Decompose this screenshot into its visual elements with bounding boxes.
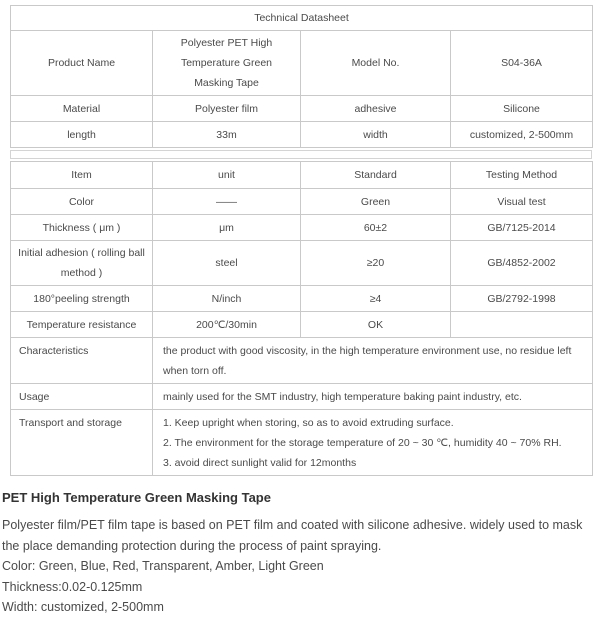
peeling-strength-label: 180°peeling strength [11, 286, 153, 312]
col-header-standard: Standard [301, 162, 451, 189]
adhesive-value: Silicone [451, 96, 593, 122]
transport-line-2: 2. The environment for the storage temperature of 20 ~ 30 ℃, humidity 40 ~ 70% RH. [163, 437, 562, 449]
product-name-row [11, 31, 593, 96]
model-no-label: Model No. [301, 31, 451, 96]
thickness-label: Thickness ( μm ) [11, 215, 153, 241]
col-header-item: Item [11, 162, 153, 189]
color-testing-method: Visual test [451, 189, 593, 215]
temperature-resistance-standard: OK [301, 312, 451, 338]
width-label: width [301, 122, 451, 148]
spec-table [10, 161, 593, 476]
color-unit: —— [153, 189, 301, 215]
temperature-resistance-row [11, 312, 593, 338]
transport-storage-label: Transport and storage [11, 410, 153, 476]
peeling-strength-unit: N/inch [153, 286, 301, 312]
adhesive-label: adhesive [301, 96, 451, 122]
thickness-standard: 60±2 [301, 215, 451, 241]
length-row [11, 122, 593, 148]
product-description-heading: PET High Temperature Green Masking Tape [2, 490, 271, 505]
datasheet-title: Technical Datasheet [11, 6, 593, 31]
transport-storage-row [11, 410, 593, 476]
thickness-row [11, 215, 593, 241]
title-row [11, 6, 593, 31]
material-value: Polyester film [153, 96, 301, 122]
color-label: Color [11, 189, 153, 215]
color-row [11, 189, 593, 215]
thickness-testing-method: GB/7125-2014 [451, 215, 593, 241]
usage-row [11, 384, 593, 410]
peeling-strength-testing-method: GB/2792-1998 [451, 286, 593, 312]
width-value: customized, 2-500mm [451, 122, 593, 148]
usage-label: Usage [11, 384, 153, 410]
initial-adhesion-label: Initial adhesion ( rolling ball method ) [11, 241, 153, 286]
transport-storage-text [153, 410, 593, 476]
product-name-text: Polyester PET High Temperature Green Masking Tape [180, 37, 273, 89]
characteristics-text: the product with good viscosity, in the high temperature environment use, no residue left when torn off. [153, 338, 593, 384]
color-options-line: Color: Green, Blue, Red, Transparent, Amber, Light Green [2, 559, 324, 573]
length-label: length [11, 122, 153, 148]
peeling-strength-standard: ≥4 [301, 286, 451, 312]
characteristics-row [11, 338, 593, 384]
product-name-label: Product Name [11, 31, 153, 96]
temperature-resistance-unit: 200℃/30min [153, 312, 301, 338]
initial-adhesion-unit: steel [153, 241, 301, 286]
temperature-resistance-testing-method [451, 312, 593, 338]
transport-line-3: 3. avoid direct sunlight valid for 12months [163, 457, 357, 469]
product-description-text: Polyester film/PET film tape is based on PET film and coated with silicone adhesive. widely used to mask the place demanding protection during the process of paint spraying. [2, 518, 583, 553]
color-standard: Green [301, 189, 451, 215]
col-header-testing-method: Testing Method [451, 162, 593, 189]
usage-text: mainly used for the SMT industry, high temperature baking paint industry, etc. [153, 384, 593, 410]
info-table [10, 5, 593, 148]
initial-adhesion-standard: ≥20 [301, 241, 451, 286]
product-name-value [153, 31, 301, 96]
peeling-strength-row [11, 286, 593, 312]
initial-adhesion-testing-method: GB/4852-2002 [451, 241, 593, 286]
material-label: Material [11, 96, 153, 122]
spec-header-row [11, 162, 593, 189]
product-description [2, 489, 596, 618]
initial-adhesion-row [11, 241, 593, 286]
col-header-unit: unit [153, 162, 301, 189]
thickness-unit: μm [153, 215, 301, 241]
characteristics-label: Characteristics [11, 338, 153, 384]
material-row [11, 96, 593, 122]
table-spacer [10, 150, 592, 159]
thickness-line: Thickness:0.02-0.125mm [2, 579, 143, 594]
temperature-resistance-label: Temperature resistance [11, 312, 153, 338]
length-value: 33m [153, 122, 301, 148]
width-line: Width: customized, 2-500mm [2, 600, 164, 614]
transport-line-1: 1. Keep upright when storing, so as to avoid extruding surface. [163, 417, 454, 429]
model-no-value: S04-36A [451, 31, 593, 96]
